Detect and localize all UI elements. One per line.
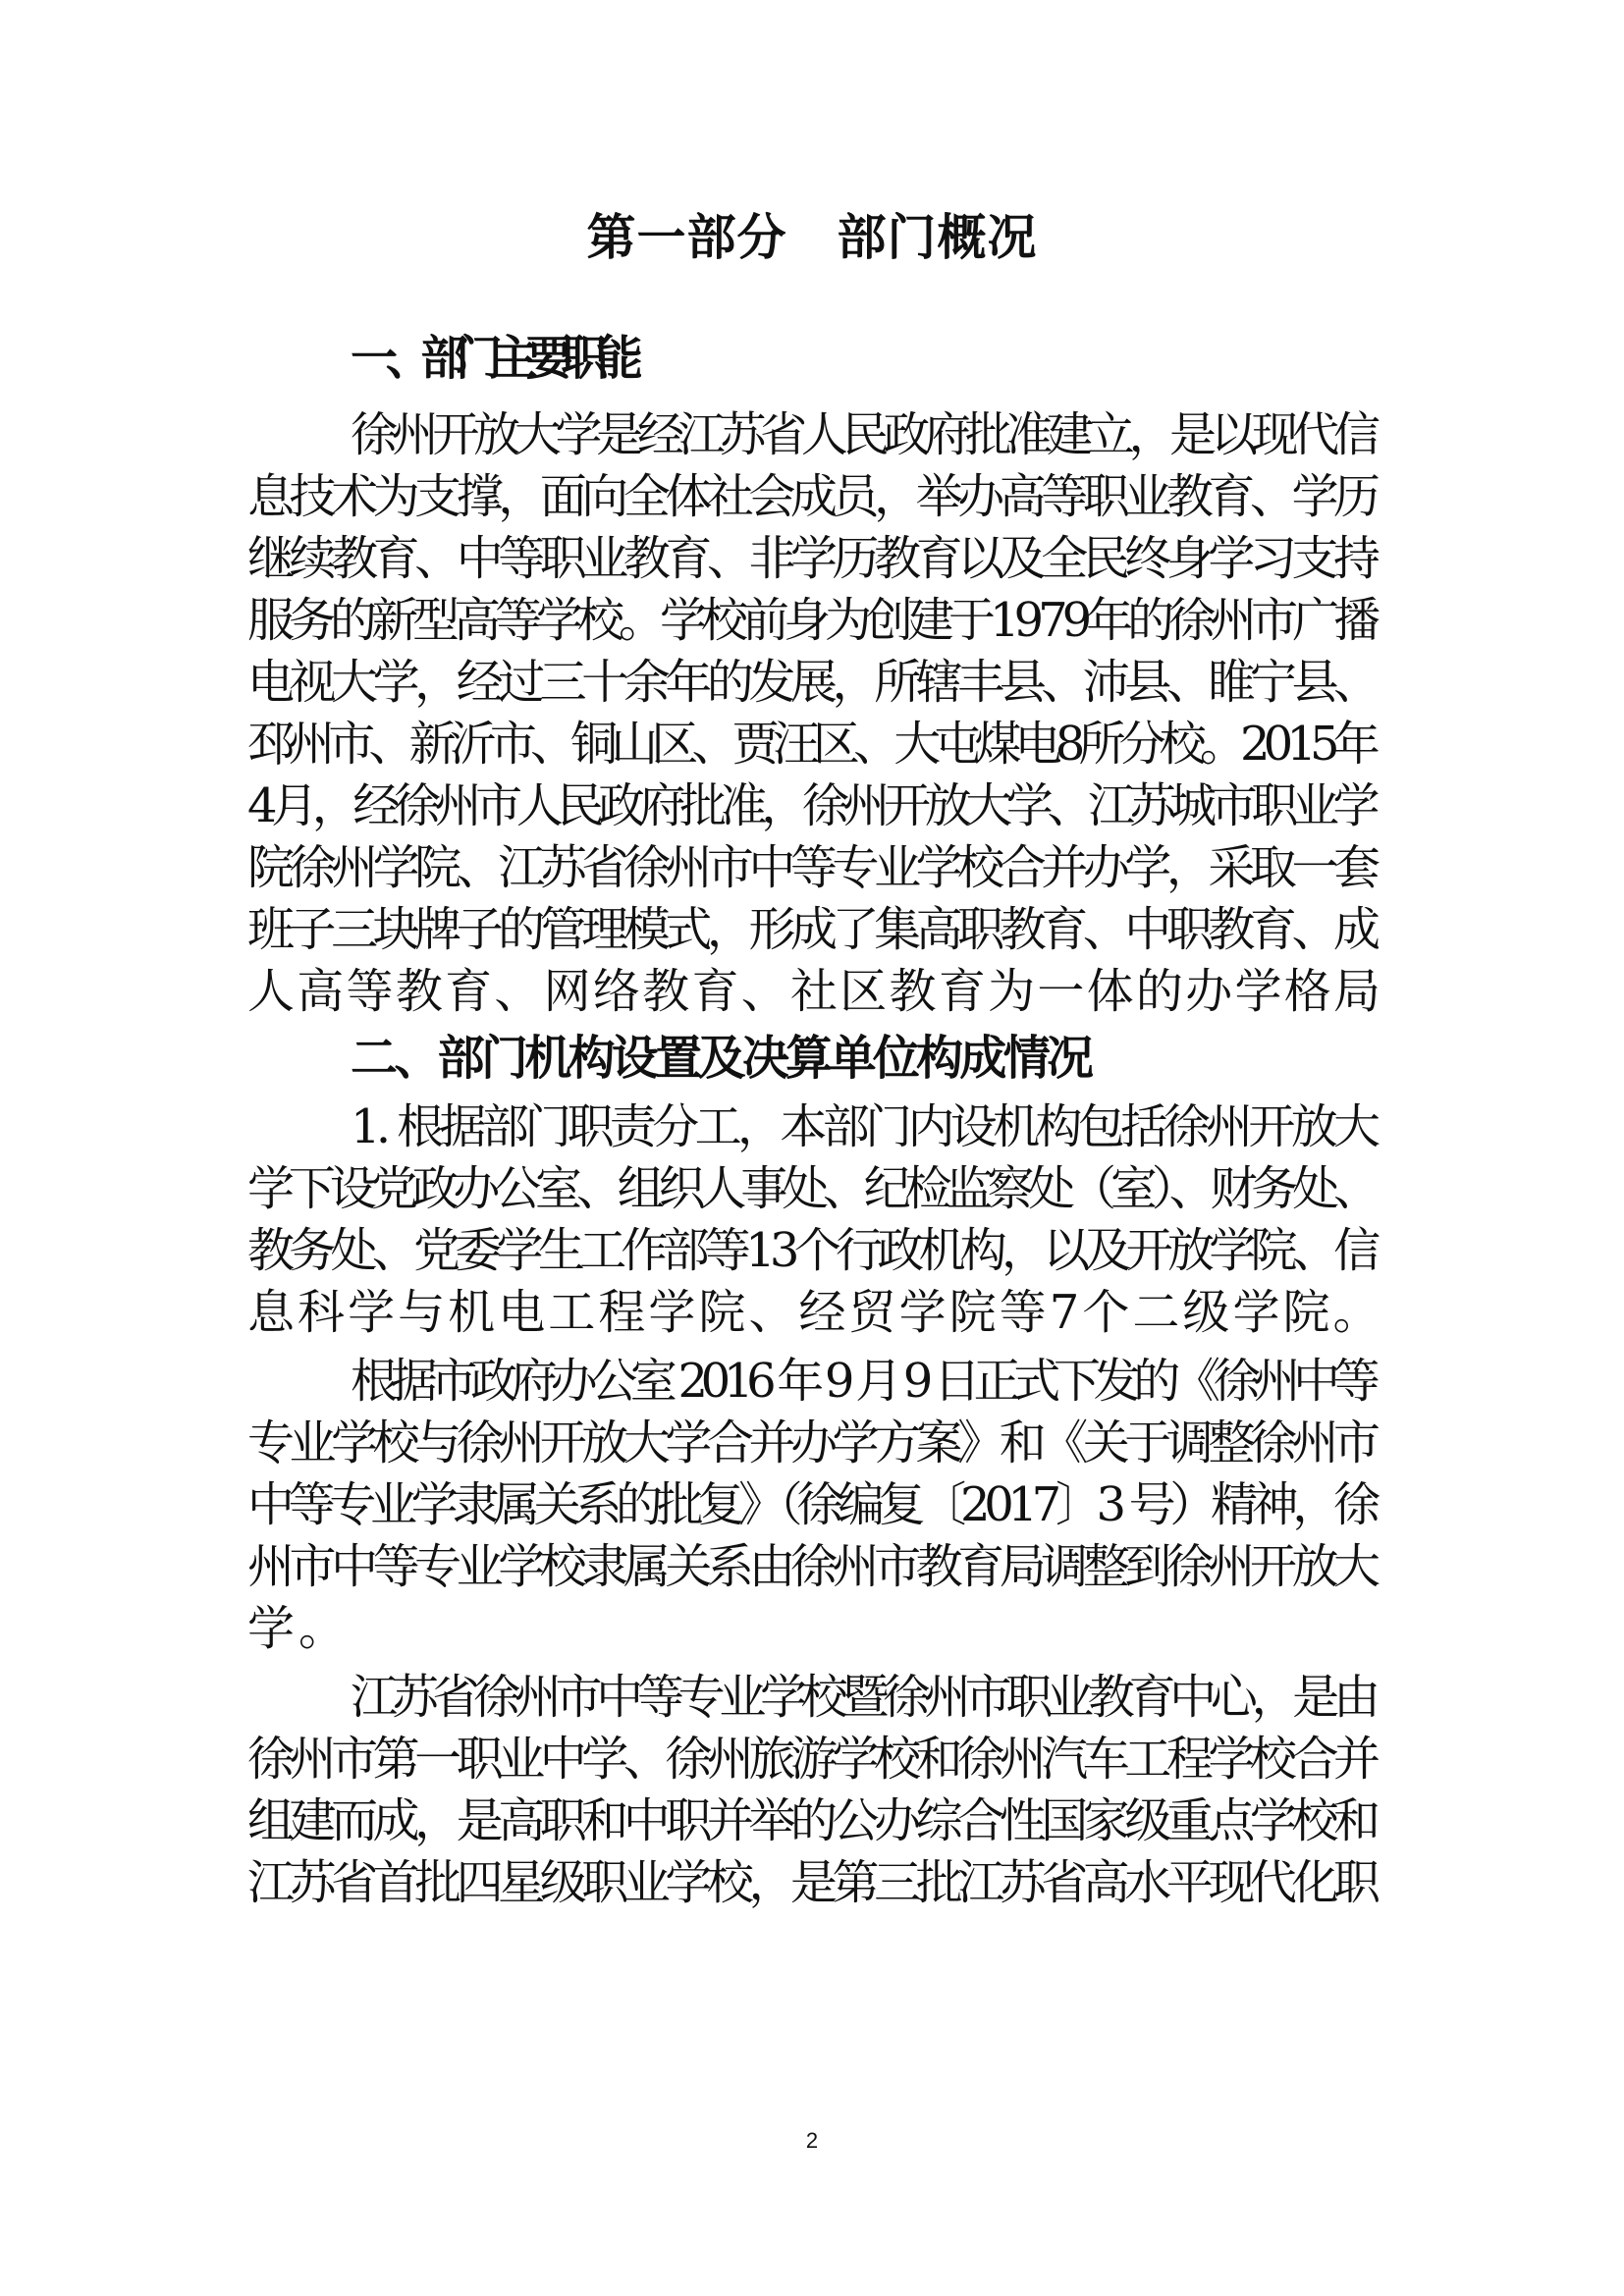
paragraph-line: 中等专业学隶属关系的批复》（徐编复〔2017〕3 号）精神，徐 [247,1477,1375,1532]
paragraph-line: 继续教育、中等职业教育、非学历教育以及全民终身学习支持 [247,531,1376,586]
page-number: 2 [805,2128,819,2153]
paragraph-line: 息科学与机电工程学院、经贸学院等7个二级学院。 [247,1285,1383,1340]
paragraph-line: 4月，经徐州市人民政府批准，徐州开放大学、江苏城市职业学 [247,778,1375,833]
paragraph-line: 电视大学，经过三十余年的发展，所辖丰县、沛县、睢宁县、 [247,655,1376,710]
paragraph-line: 教务处、党委学生工作部等13个行政机构，以及开放学院、信 [247,1223,1376,1278]
paragraph-line: 学下设党政办公室、组织人事处、纪检监察处（室）、财务处、 [247,1161,1375,1216]
paragraph-line: 人高等教育、网络教育、社区教育为一体的办学格局 [247,964,1383,1019]
section-heading: 二、部门机构设置及决算单位构成情况 [351,1031,1091,1086]
paragraph-line: 邳州市、新沂市、铜山区、贾汪区、大屯煤电8所分校。2015年 [247,717,1374,772]
paragraph-line: 州市中等专业学校隶属关系由徐州市教育局调整到徐州开放大 [247,1539,1376,1594]
paragraph-line: 根据市政府办公室 2016 年 9 月 9 日正式下发的《徐州中等 [351,1354,1374,1409]
paragraph-line: 组建而成，是高职和中职并举的公办综合性国家级重点学校和 [247,1793,1376,1848]
paragraph-line: 班子三块牌子的管理模式，形成了集高职教育、中职教育、成 [247,902,1376,957]
paragraph-line: 息技术为支撑，面向全体社会成员，举办高等职业教育、学历 [247,469,1376,524]
page-title: 第一部分 部门概况 [586,209,1038,266]
paragraph-line: 江苏省徐州市中等专业学校暨徐州市职业教育中心，是由 [351,1670,1375,1725]
paragraph-line: 1. 根据部门职责分工，本部门内设机构包括徐州开放大 [351,1099,1377,1154]
paragraph-line: 徐州市第一职业中学、徐州旅游学校和徐州汽车工程学校合并 [247,1732,1376,1787]
paragraph-line: 学。 [247,1601,351,1656]
paragraph-line: 专业学校与徐州开放大学合并办学方案》和《关于调整徐州市 [247,1415,1376,1470]
paragraph-line: 院徐州学院、江苏省徐州市中等专业学校合并办学，采取一套 [247,840,1376,895]
paragraph-line: 江苏省首批四星级职业学校，是第三批江苏省高水平现代化职 [247,1855,1376,1910]
paragraph-line: 服务的新型高等学校。学校前身为创建于1979年的徐州市广播 [247,593,1376,648]
section-heading: 一、部门主要职能 [351,331,631,386]
paragraph-line: 徐州开放大学是经江苏省人民政府批准建立，是以现代信 [351,407,1375,462]
